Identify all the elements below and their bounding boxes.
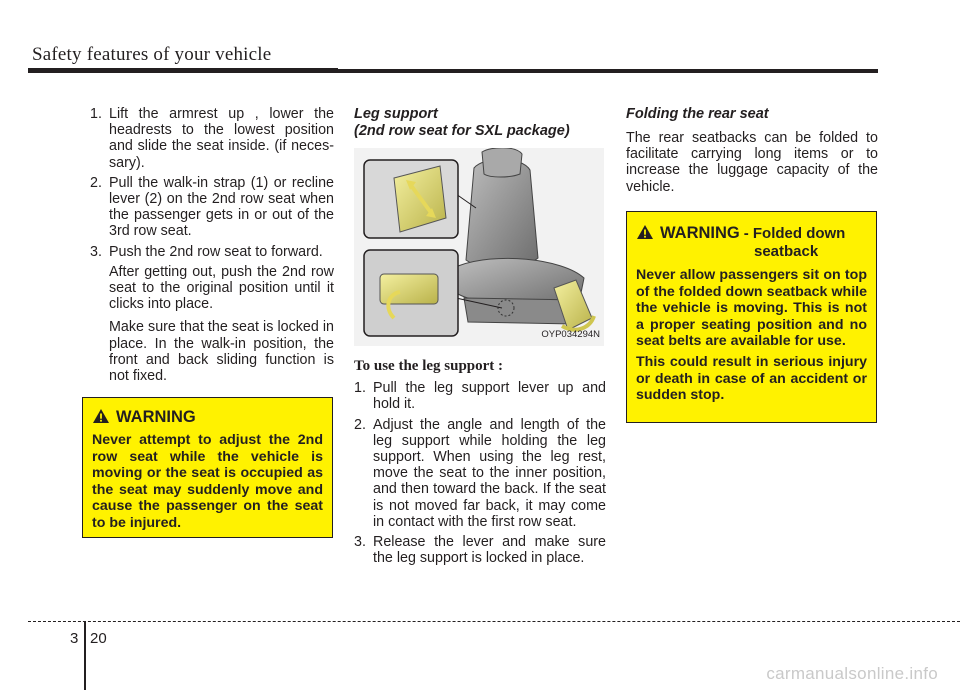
list-item	[354, 380, 606, 412]
warning-label: WARNING	[660, 224, 740, 242]
footer-rule	[28, 621, 960, 622]
leg-support-subhead: To use the leg support :	[354, 358, 504, 374]
right-column	[626, 106, 878, 195]
step3-note-return: After getting out, push the 2nd row seat to the original position until it clicks into place.	[109, 263, 334, 313]
figure-code: OYP034294N	[541, 328, 600, 340]
section-title-leg-support: Leg support	[354, 106, 438, 122]
section-subtitle-leg-support: (2nd row seat for SXL package)	[354, 123, 570, 139]
folding-rear-seat-paragraph: The rear seatbacks can be folded to facilitate carrying long items or to increase the luggage capacity of the vehicle.	[626, 130, 878, 195]
warning-text: Never allow passengers sit on top of the folded down seatback while the vehicle is moving. This is not a proper seating position and no seat belts are available for use.	[636, 267, 867, 350]
warning-triangle-icon	[92, 408, 110, 424]
seat-illustration	[354, 148, 604, 346]
list-item	[354, 534, 606, 566]
step-number: 2.	[354, 416, 366, 433]
leg-support-figure	[354, 148, 604, 346]
warning-label: WARNING	[116, 408, 196, 426]
page-number: 20	[90, 630, 107, 647]
warning-subtitle-cont: seatback	[754, 243, 819, 260]
warning-header	[636, 224, 867, 261]
warning-triangle-icon	[636, 224, 654, 240]
list-item	[90, 106, 334, 171]
leg-support-steps	[354, 380, 606, 566]
footer-divider	[84, 621, 86, 690]
warning-heading	[660, 224, 845, 261]
step-number: 1.	[90, 106, 102, 122]
list-item	[90, 175, 334, 240]
warning-box-folded-seatback	[626, 211, 877, 423]
warning-text: Never attempt to adjust the 2nd row seat while the vehicle is moving or the seat is occupied as the seat may suddenly move and cause the passenger on the seat to be injured.	[92, 432, 323, 531]
warning-text-consequence: This could result in serious injury or death in case of an accident or sudden stop.	[636, 353, 867, 404]
warning-subtitle: - Folded down	[743, 225, 846, 242]
step-text: Pull the walk-in strap (1) or recline lever (2) on the 2nd row seat when the passenger gets in or out of the 3rd row seat.	[109, 174, 334, 240]
watermark: carmanualsonline.info	[766, 664, 938, 683]
step-number: 3.	[90, 243, 102, 260]
walk-in-steps	[90, 106, 334, 260]
step-number: 3.	[354, 534, 366, 551]
step-text: Release the lever and make sure the leg support is locked in place.	[373, 534, 606, 567]
step-text: Push the 2nd row seat to forward.	[109, 243, 323, 260]
header-rule	[28, 69, 878, 73]
list-item	[90, 244, 334, 260]
warning-box-seat-adjust	[82, 397, 333, 538]
step-number: 2.	[90, 174, 102, 191]
step-text: Pull the leg support lever up and hold it.	[373, 380, 606, 413]
step-text: Adjust the angle and length of the leg support while holding the leg support. When using the leg rest, move the seat to the inner position, and then toward the back. If the seat is not moved far back, it may come in contact with the first row seat.	[373, 416, 606, 530]
step-number: 1.	[354, 380, 366, 397]
list-item	[354, 417, 606, 530]
step3-note-locked: Make sure that the seat is locked in place. In the walk-in position, the front and back sliding function is not fixed.	[109, 319, 334, 385]
warning-header	[92, 408, 323, 426]
middle-column	[354, 106, 606, 570]
step-text: Lift the armrest up , lower the headrests to the lowest position and slide the seat inside. (if neces-sary).	[109, 106, 334, 171]
section-title-folding-rear-seat: Folding the rear seat	[626, 106, 769, 122]
left-column	[90, 106, 334, 391]
chapter-number: 3	[70, 630, 79, 647]
page-header-title: Safety features of your vehicle	[32, 44, 272, 65]
